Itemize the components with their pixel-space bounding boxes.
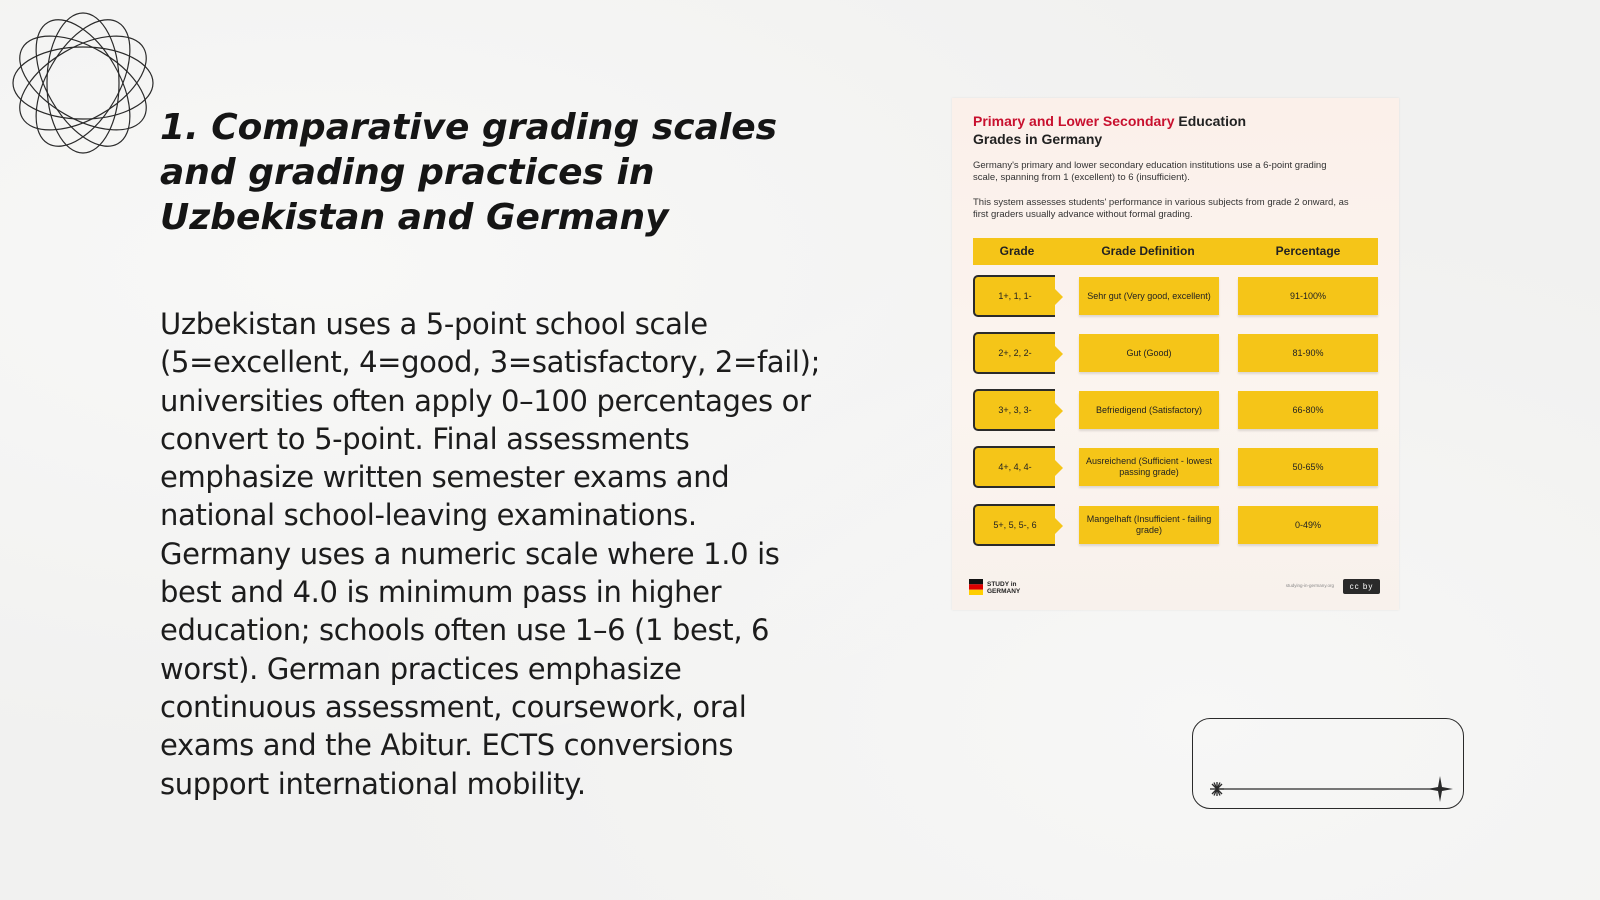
footer-brand [987, 581, 1027, 595]
decorative-card [1192, 718, 1464, 809]
table-header [973, 238, 1378, 265]
table-row [973, 275, 1378, 317]
grade-cell: 5+, 5, 5-, 6 [973, 504, 1055, 546]
percentage-cell: 50-65% [1238, 448, 1378, 486]
header-percentage: Percentage [1275, 244, 1341, 258]
percentage-cell: 0-49% [1238, 506, 1378, 544]
definition-cell: Sehr gut (Very good, excellent) [1079, 277, 1219, 315]
grade-cell: 3+, 3, 3- [973, 389, 1055, 431]
definition-cell: Ausreichend (Sufficient - lowest passing grade) [1079, 448, 1219, 486]
header-grade: Grade [999, 244, 1035, 258]
footer-brand-line1: STUDY in [987, 581, 1017, 588]
decorative-line [1193, 719, 1465, 810]
definition-cell: Mangelhaft (Insufficient - failing grade) [1079, 506, 1219, 544]
grade-cell: 2+, 2, 2- [973, 332, 1055, 374]
infographic-paragraph-1: Germany's primary and lower secondary education institutions use a 6-point grading scale, spanning from 1 (excellent) to 6 (insufficient). [973, 160, 1327, 183]
four-point-star-icon [1427, 776, 1453, 802]
grade-cell: 1+, 1, 1- [973, 275, 1055, 317]
table-row [973, 504, 1378, 546]
german-flag-icon [969, 579, 983, 595]
slide-body-text: Uzbekistan uses a 5-point school scale (5=excellent, 4=good, 3=satisfactory, 2=fail); universities often apply 0–100 percentages or convert to 5-point. Final assessments emphasize written semester exams and national school-leaving examinations. Germany uses a numeric scale where 1.0 is best and 4.0 is minimum pass in higher education; schools often use 1–6 (1 best, 6 worst). German practices emphasize continuous assessment, coursework, oral exams and the Abitur. ECTS conversions support international mobility. [160, 307, 821, 801]
table-row [973, 332, 1378, 374]
table-row [973, 389, 1378, 431]
infographic-paragraph-2: This system assesses students' performance in various subjects from grade 2 onward, as first graders usually advance without formal grading. [973, 197, 1349, 220]
germany-grades-infographic [952, 98, 1399, 610]
infographic-title-highlight: Primary and Lower Secondary [973, 113, 1175, 129]
percentage-cell: 81-90% [1238, 334, 1378, 372]
infographic-title-line2: Grades in Germany [973, 131, 1103, 147]
sparkle-icon [1210, 782, 1224, 796]
percentage-cell: 91-100% [1238, 277, 1378, 315]
definition-cell: Gut (Good) [1079, 334, 1219, 372]
header-definition: Grade Definition [1101, 244, 1195, 258]
percentage-cell: 66-80% [1238, 391, 1378, 429]
definition-cell: Befriedigend (Satisfactory) [1079, 391, 1219, 429]
orbit-circles-icon [8, 8, 158, 158]
cc-license-badge: cc by [1343, 579, 1380, 594]
footer-brand-line2: GERMANY [987, 588, 1021, 595]
grade-cell: 4+, 4, 4- [973, 446, 1055, 488]
infographic-title [973, 112, 1246, 148]
infographic-title-rest: Education [1174, 113, 1247, 129]
table-row [973, 446, 1378, 488]
footer-credit: studying-in-germany.org [1285, 583, 1334, 588]
slide-title: 1. Comparative grading scales and grading practices in Uzbekistan and Germany [160, 107, 778, 238]
